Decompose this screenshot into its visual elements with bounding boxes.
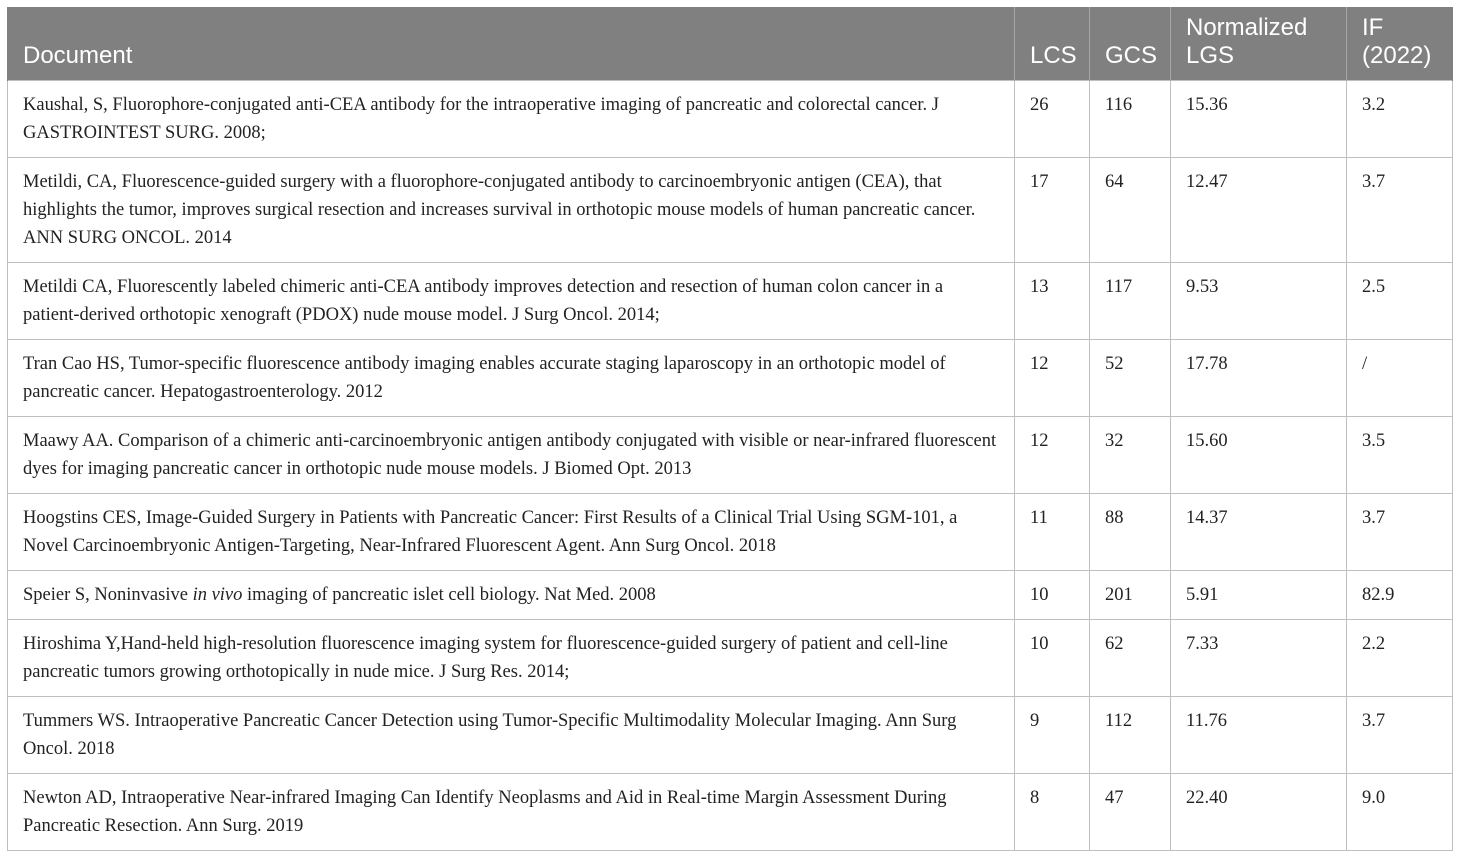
header-lcs: LCS (1015, 7, 1090, 80)
table-row (8, 80, 1453, 157)
cell-if: 3.7 (1347, 493, 1453, 570)
cell-document: Tummers WS. Intraoperative Pancreatic Cancer Detection using Tumor-Specific Multimodality Molecular Imaging. Ann Surg Oncol. 2018 (8, 696, 1015, 773)
cell-gcs: 62 (1090, 619, 1171, 696)
cell-document-post: imaging of pancreatic islet cell biology. Nat Med. 2008 (242, 584, 656, 605)
header-document: Document (8, 7, 1015, 80)
cell-gcs: 112 (1090, 696, 1171, 773)
cell-lcs: 10 (1015, 619, 1090, 696)
cell-lcs: 13 (1015, 262, 1090, 339)
header-if-line2: (2022) (1362, 41, 1432, 69)
cell-lgs: 5.91 (1171, 570, 1347, 619)
cell-if: / (1347, 339, 1453, 416)
cell-lcs: 26 (1015, 80, 1090, 157)
header-lgs-line2: LGS (1186, 41, 1235, 69)
cell-document: Metildi, CA, Fluorescence-guided surgery with a fluorophore-conjugated antibody to carcinoembryonic antigen (CEA), that highlights the tumor, improves surgical resection and increases survival in orthotopic mouse models of human pancreatic cancer. ANN SURG ONCOL. 2014 (8, 157, 1015, 262)
citation-table (7, 7, 1453, 851)
cell-lgs: 14.37 (1171, 493, 1347, 570)
cell-gcs: 201 (1090, 570, 1171, 619)
cell-document: Maawy AA. Comparison of a chimeric anti-carcinoembryonic antigen antibody conjugated with visible or near-infrared fluorescent dyes for imaging pancreatic cancer in orthotopic nude mouse models. J Biomed Opt. 2013 (8, 416, 1015, 493)
table-row (8, 262, 1453, 339)
cell-lcs: 11 (1015, 493, 1090, 570)
cell-gcs: 47 (1090, 773, 1171, 850)
cell-document (8, 570, 1015, 619)
table-row (8, 416, 1453, 493)
cell-document-pre: Speier S, Noninvasive (23, 584, 193, 605)
cell-document: Tran Cao HS, Tumor-specific fluorescence antibody imaging enables accurate staging laparoscopy in an orthotopic model of pancreatic cancer. Hepatogastroenterology. 2012 (8, 339, 1015, 416)
cell-gcs: 52 (1090, 339, 1171, 416)
cell-gcs: 117 (1090, 262, 1171, 339)
cell-gcs: 88 (1090, 493, 1171, 570)
citation-table-container (7, 7, 1452, 851)
cell-if: 2.5 (1347, 262, 1453, 339)
cell-lgs: 17.78 (1171, 339, 1347, 416)
cell-document: Hoogstins CES, Image-Guided Surgery in Patients with Pancreatic Cancer: First Results of a Clinical Trial Using SGM-101, a Novel Carcinoembryonic Antigen-Targeting, Near-Infrared Fluorescent Agent. Ann Surg Oncol. 2018 (8, 493, 1015, 570)
table-row (8, 493, 1453, 570)
cell-lcs: 12 (1015, 339, 1090, 416)
table-row (8, 339, 1453, 416)
header-if-line1: IF (1362, 13, 1384, 41)
cell-lgs: 9.53 (1171, 262, 1347, 339)
table-body (8, 80, 1453, 850)
cell-document: Hiroshima Y,Hand-held high-resolution fluorescence imaging system for fluorescence-guided surgery of patient and cell-line pancreatic tumors growing orthotopically in nude mice. J Surg Res. 2014; (8, 619, 1015, 696)
table-row (8, 570, 1453, 619)
header-impact-factor (1347, 7, 1453, 80)
cell-lcs: 12 (1015, 416, 1090, 493)
cell-if: 9.0 (1347, 773, 1453, 850)
table-header (8, 7, 1453, 80)
header-gcs: GCS (1090, 7, 1171, 80)
table-row (8, 773, 1453, 850)
header-lgs-line1: Normalized (1186, 13, 1308, 41)
cell-lcs: 8 (1015, 773, 1090, 850)
cell-lcs: 9 (1015, 696, 1090, 773)
header-row (8, 7, 1453, 80)
table-row (8, 696, 1453, 773)
table-row (8, 157, 1453, 262)
cell-if: 82.9 (1347, 570, 1453, 619)
cell-if: 2.2 (1347, 619, 1453, 696)
cell-if: 3.2 (1347, 80, 1453, 157)
table-row (8, 619, 1453, 696)
cell-gcs: 32 (1090, 416, 1171, 493)
cell-lgs: 7.33 (1171, 619, 1347, 696)
cell-document: Metildi CA, Fluorescently labeled chimeric anti-CEA antibody improves detection and resection of human colon cancer in a patient-derived orthotopic xenograft (PDOX) nude mouse model. J Surg Oncol. 2014; (8, 262, 1015, 339)
cell-document: Newton AD, Intraoperative Near-infrared Imaging Can Identify Neoplasms and Aid in Real-time Margin Assessment During Pancreatic Resection. Ann Surg. 2019 (8, 773, 1015, 850)
cell-lgs: 15.60 (1171, 416, 1347, 493)
header-normalized-lgs (1171, 7, 1347, 80)
cell-lcs: 10 (1015, 570, 1090, 619)
cell-lcs: 17 (1015, 157, 1090, 262)
cell-lgs: 11.76 (1171, 696, 1347, 773)
cell-lgs: 15.36 (1171, 80, 1347, 157)
cell-if: 3.5 (1347, 416, 1453, 493)
cell-lgs: 12.47 (1171, 157, 1347, 262)
cell-lgs: 22.40 (1171, 773, 1347, 850)
cell-if: 3.7 (1347, 157, 1453, 262)
cell-document: Kaushal, S, Fluorophore-conjugated anti-CEA antibody for the intraoperative imaging of pancreatic and colorectal cancer. J GASTROINTEST SURG. 2008; (8, 80, 1015, 157)
cell-gcs: 64 (1090, 157, 1171, 262)
cell-gcs: 116 (1090, 80, 1171, 157)
cell-if: 3.7 (1347, 696, 1453, 773)
cell-document-italic: in vivo (192, 584, 243, 605)
